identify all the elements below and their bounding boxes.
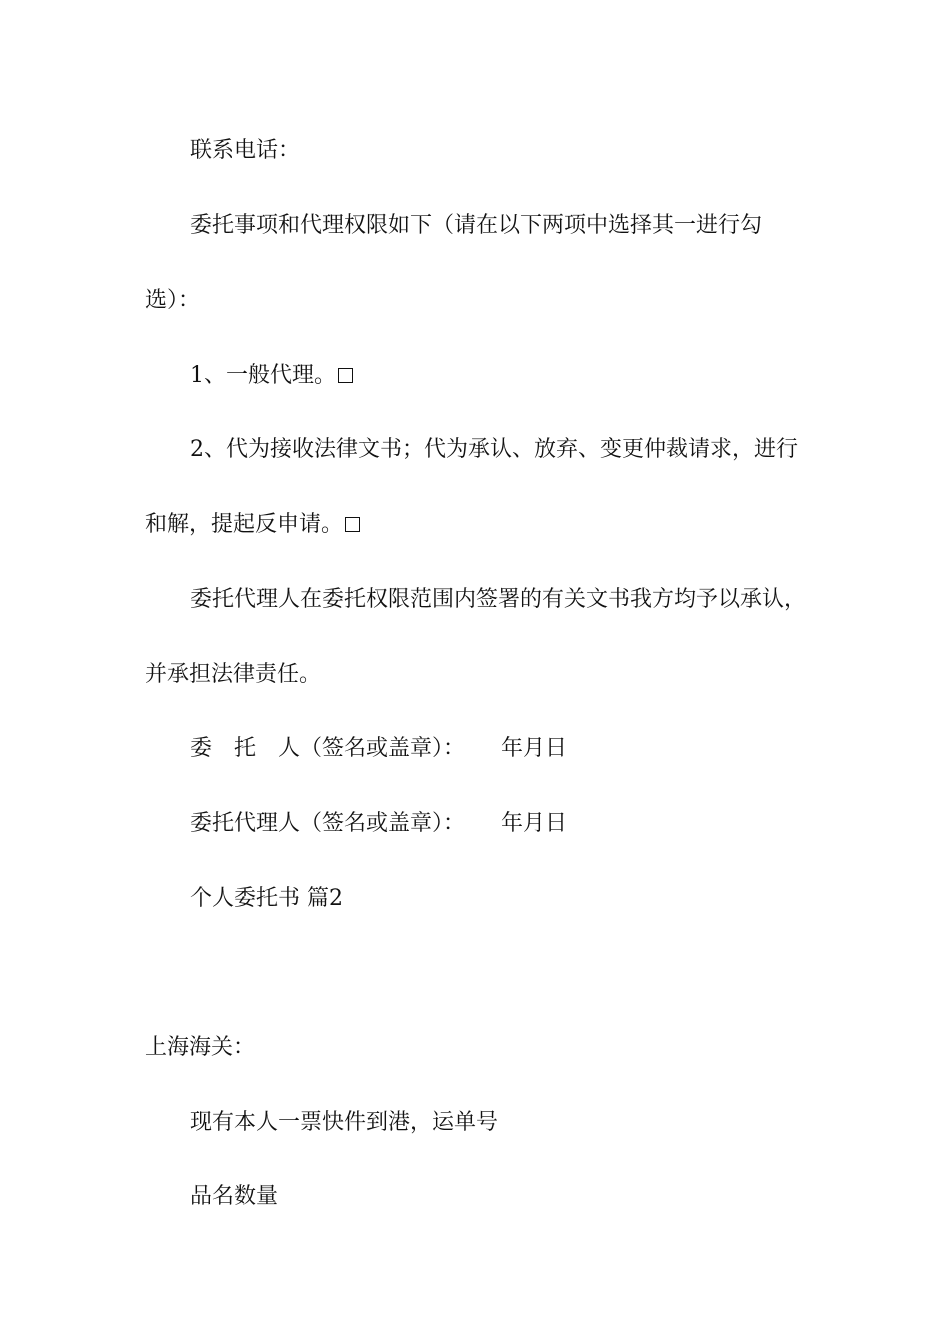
option-2-line1: 2、代为接收法律文书；代为承认、放弃、变更仲裁请求，进行 [190, 437, 798, 462]
principal-signature-line [190, 734, 465, 764]
option-2-line2 [145, 510, 360, 540]
body-line1: 现有本人一票快件到港，运单号 [190, 1110, 499, 1135]
agent-signature-label: 委托代理人（签名或盖章）： [190, 811, 466, 836]
contact-phone-label: 联系电话： [190, 138, 301, 163]
option-2-checkbox[interactable] [345, 517, 360, 532]
principal-label-rest: 人（签名或盖章）： [278, 736, 466, 761]
entrust-intro-line2: 选）： [145, 288, 201, 313]
principal-label-char1: 委 [190, 736, 213, 761]
option-1 [190, 361, 353, 391]
body-line2: 品名数量 [190, 1184, 279, 1209]
acknowledge-line2: 并承担法律责任。 [145, 662, 322, 687]
option-1-checkbox[interactable] [338, 368, 353, 383]
principal-label-char2: 托 [234, 736, 257, 761]
addressee: 上海海关： [145, 1035, 256, 1060]
acknowledge-line1: 委托代理人在委托权限范围内签署的有关文书我方均予以承认， [190, 587, 807, 612]
entrust-intro-line1: 委托事项和代理权限如下（请在以下两项中选择其一进行勾 [190, 213, 763, 238]
option-2-text: 和解，提起反申请。 [145, 512, 344, 537]
option-1-text: 1、一般代理。 [190, 363, 336, 388]
section-2-title: 个人委托书 篇2 [190, 886, 343, 911]
principal-date: 年月日 [501, 736, 568, 761]
agent-date: 年月日 [501, 811, 568, 836]
